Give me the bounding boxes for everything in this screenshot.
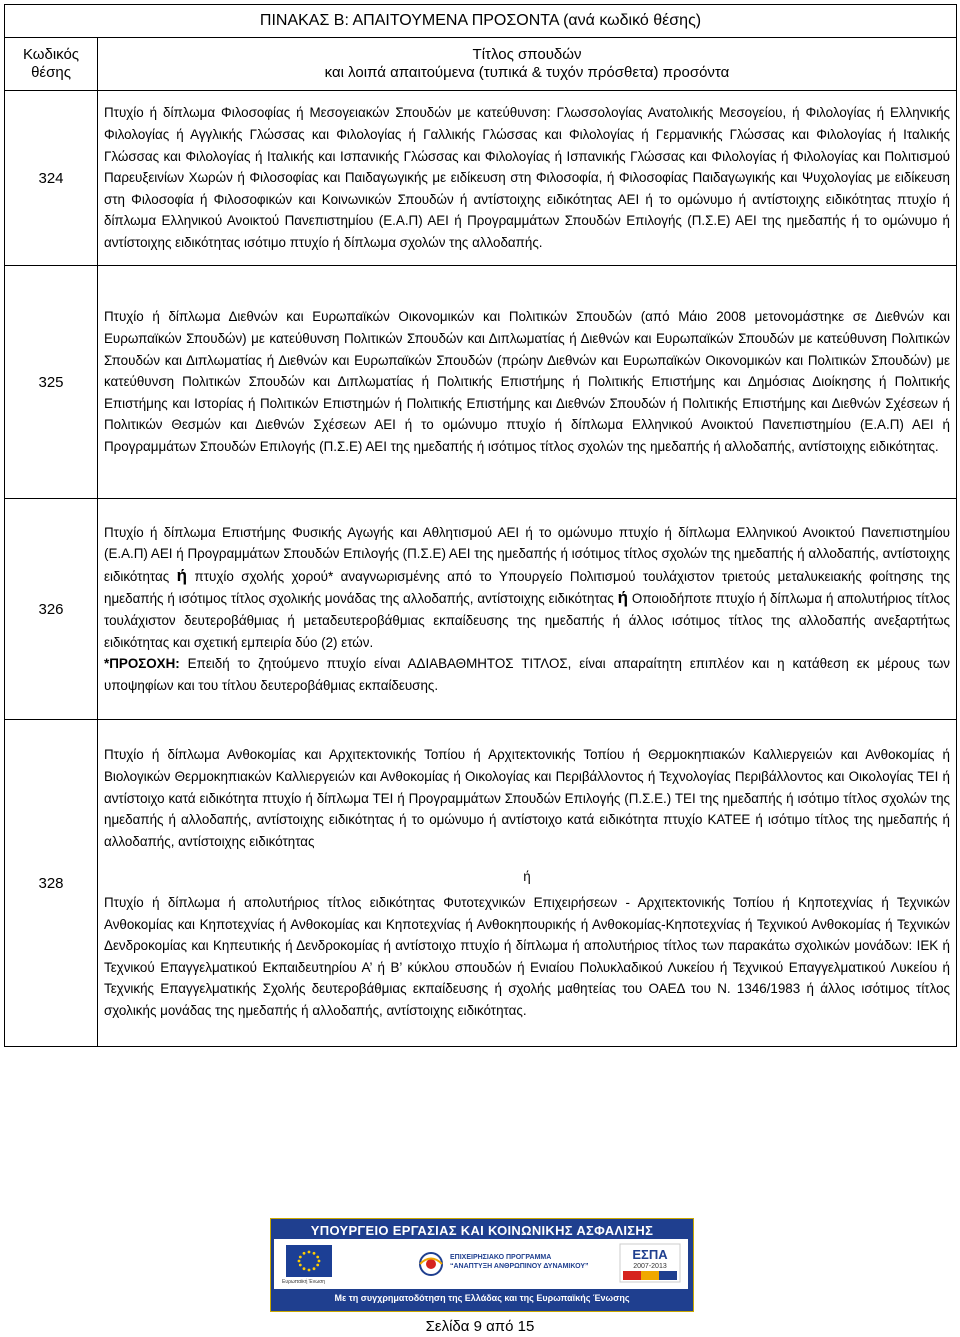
header-desc-line2: και λοιπά απαιτούμενα (τυπικά & τυχόν πρόσθετα) προσόντα (324, 64, 730, 81)
position-code: 324 (5, 91, 98, 266)
attention-label: *ΠΡΟΣΟΧΗ: (104, 656, 180, 672)
program-logo-icon (416, 1251, 446, 1277)
header-desc-cell (98, 38, 957, 91)
espa-name: ΕΣΠΑ (632, 1247, 668, 1262)
attention-note (104, 653, 950, 696)
qualification-paragraph: Πτυχίο ή δίπλωμα Διεθνών και Ευρωπαϊκών Οικονομικών και Πολιτικών Σπουδών (από Μάιο 2008 μετονομάστηκε σε Διεθνών και Ευρωπαϊκών Σπουδών) με κατεύθυνση Πολιτικών Σπουδών και Διπλωματίας ή Διεθνών και Ευρωπαϊκών Σπουδών με κατεύθυνση Πολιτικών Σπουδών και Διπλωματίας ή Διεθνών και Ευρωπαϊκών Σπουδών (πρώην Διεθνών και Ευρωπαϊκών Οικονομικών και Πολιτικών Σπουδών) με κατεύθυνση Πολιτικών Σπουδών και Διπλωματίας ή Πολιτικής Επιστήμης ή Πολιτικής Επιστήμης και Δημόσιας Διοίκησης ή Πολιτικής Επιστήμης και Ιστορίας ή Πολιτικών Επιστημών ή Πολιτικής Επιστήμης και Διεθνών Σπουδών ή Πολιτικής Επιστήμης και Διεθνών Σχέσεων ή Πολιτικών Θεσμών και Διεθνών Σχέσεων ΑΕΙ ή το ομώνυμο πτυχίο ή δίπλωμα Ελληνικού Ανοικτού Πανεπιστημίου (Ε.Α.Π) ΑΕΙ ή Προγραμμάτων Σπουδών Επιλογής (Π.Σ.Ε) ΑΕΙ της ημεδαπής ή ισότιμος τίτλος σχολών της ημεδαπής ή αλλοδαπής, αντίστοιχης ειδικότητας. (104, 309, 950, 454)
qualification-text (98, 266, 957, 499)
header-code-line1: Κωδικός (22, 46, 80, 63)
header-desc-line1: Τίτλος σπουδών (472, 46, 582, 63)
qualification-part-b: πτυχίο σχολής χορού* αναγνωρισμένης από το Υπουργείο Πολιτισμού τουλάχιστον τριετούς μεταλυκειακής φοίτησης της ημεδαπής ή ισότιμος τίτλος σχολικής μονάδας της αλλοδαπής, αντίστοιχης ειδικότητας (104, 568, 950, 607)
or-separator: ή (176, 565, 188, 585)
qualification-text (98, 91, 957, 266)
position-code: 328 (5, 720, 98, 1047)
qualification-part-a: Πτυχίο ή δίπλωμα Επιστήμης Φυσικής Αγωγής και Αθλητισμού ΑΕΙ ή το ομώνυμο πτυχίο ή δίπλωμα Ελληνικού Ανοικτού Πανεπιστημίου (Ε.Α.Π) ΑΕΙ ή Προγραμμάτων Σπουδών Επιλογής (Π.Σ.Ε) ΑΕΙ της ημεδαπής ή ισότιμος τίτλος σχολών της ημεδαπής ή αλλοδαπής, αντίστοιχης ειδικότητας (104, 524, 950, 584)
program-name (450, 1253, 600, 1271)
ministry-title: ΥΠΟΥΡΓΕΙΟ ΕΡΓΑΣΙΑΣ ΚΑΙ ΚΟΙΝΩΝΙΚΗΣ ΑΣΦΑΛΙΣΗΣ (310, 1223, 654, 1238)
or-separator: ή (523, 869, 531, 885)
table-row (5, 91, 957, 266)
logos-strip (274, 1239, 688, 1289)
attention-text: Επειδή το ζητούμενο πτυχίο είναι ΑΔΙΑΒΑΘΜΗΤΟΣ ΤΙΤΛΟΣ, είναι απαραίτητη επιπλέον και η κατάθεση εκ μέρους των υποψηφίων και του τίτλου δευτεροβάθμιας εκπαίδευσης. (104, 656, 950, 693)
funding-banner (270, 1218, 694, 1312)
eu-label: Ευρωπαϊκή Ένωση (282, 1279, 325, 1285)
header-code-cell (5, 38, 98, 91)
table-row (5, 499, 957, 720)
table-title: ΠΙΝΑΚΑΣ Β: ΑΠΑΙΤΟΥΜΕΝΑ ΠΡΟΣΟΝΤΑ (ανά κωδικό θέσης) (5, 5, 957, 38)
espa-logo (619, 1243, 681, 1283)
program-name-line1: ΕΠΙΧΕΙΡΗΣΙΑΚΟ ΠΡΟΓΡΑΜΜΑ (450, 1254, 552, 1261)
qualification-paragraph (104, 522, 950, 654)
qualification-paragraph: Πτυχίο ή δίπλωμα Φιλοσοφίας ή Μεσογειακών Σπουδών με κατεύθυνση: Γλωσσολογίας Ανατολικής Μεσογείου, ή Φιλολογίας ή Ελληνικής Φιλολογίας ή Αγγλικής Γλώσσας και Φιλολογίας ή Γαλλικής Γλώσσας και Φιλολογίας ή Γερμανικής Γλώσσας και Φιλολογίας ή Ιταλικής Γλώσσας και Φιλολογίας ή Ιταλικής και Ισπανικής Γλώσσας και Φιλολογίας ή Ισπανικής Γλώσσας και Φιλολογίας ή Φιλολογίας και Πολιτισμού Παρευξεινίων Χωρών ή Φιλοσοφίας και Παιδαγωγικής με ειδίκευση στη Φιλοσοφία, ή Φιλοσοφίας Παιδαγωγικής και Ψυχολογίας με ειδίκευση στη Φιλοσοφία ή Φιλοσοφικών και Κοινωνικών Σπουδών ή αντίστοιχης ειδικότητας ΑΕΙ ή το ομώνυμο ή αντίστοιχης ειδικότητας πτυχίο ή δίπλωμα Ελληνικού Ανοικτού Πανεπιστημίου (Ε.Α.Π) ΑΕΙ ή Προγραμμάτων Σπουδών Επιλογής (Π.Σ.Ε) ΑΕΙ της ημεδαπής ή το ομώνυμο ή αντίστοιχης ειδικότητας ισότιμο πτυχίο ή δίπλωμα σχολών της αλλοδαπής. (104, 105, 950, 250)
qualification-part-c: Οποιοδήποτε πτυχίο ή δίπλωμα ή απολυτήριος τίτλος τουλάχιστον δευτεροβάθμιας ή μεταδευτεροβάθμιας εκπαίδευσης της ημεδαπής ή άλλος ισότιμος τίτλος της αλλοδαπής ανεξαρτήτως ειδικότητας και σχετική εμπειρία δύο (2) ετών. (104, 591, 950, 650)
position-code: 326 (5, 499, 98, 720)
requirements-table (4, 4, 957, 1047)
qualification-text (98, 720, 957, 1047)
program-name-line2: “ΑΝΑΠΤΥΞΗ ΑΝΘΡΩΠΙΝΟΥ ΔΥΝΑΜΙΚΟΥ” (450, 1263, 589, 1270)
table-row (5, 720, 957, 1047)
qualification-text (98, 499, 957, 720)
eu-flag-icon (286, 1245, 332, 1277)
espa-years: 2007-2013 (633, 1263, 667, 1270)
or-separator: ή (617, 588, 629, 608)
table-row (5, 266, 957, 499)
header-code-line2: θέσης (31, 64, 71, 81)
page-number: Σελίδα 9 από 15 (425, 1318, 535, 1335)
qualification-part-a: Πτυχίο ή δίπλωμα Ανθοκομίας και Αρχιτεκτονικής Τοπίου ή Αρχιτεκτονικής Τοπίου ή Θερμοκηπιακών Καλλιεργειών και Ανθοκομίας ή Βιολογικών Θερμοκηπιακών Καλλιεργειών και Ανθοκομίας ή Οικολογίας και Περιβάλλοντος ή Τεχνολογίας Περιβάλλοντος και Οικολογίας ΤΕΙ ή αντίστοιχο κατά ειδικότητα πτυχίο ή δίπλωμα ΤΕΙ ή Προγραμμάτων Σπουδών Επιλογής (Π.Σ.Ε.) ΤΕΙ της ημεδαπής ή ισότιμο τίτλος σχολών της ημεδαπής ή αλλοδαπής, αντίστοιχης ειδικότητας ή το ομώνυμο ή αντίστοιχο κατά ειδικότητα πτυχίο ΚΑΤΕΕ ή ισότιμο τίτλος της ημεδαπής ή αλλοδαπής, αντίστοιχης ειδικότητας (104, 747, 950, 849)
qualification-part-b: Πτυχίο ή δίπλωμα ή απολυτήριος τίτλος ειδικότητας Φυτοτεχνικών Επιχειρήσεων - Αρχιτεκτονικής Τοπίου ή Κηποτεχνίας ή Τεχνικών Ανθοκομίας και Κηποτεχνίας ή Ανθοκομίας και Κηποτεχνίας ή Ανθοκηπουρικής ή Ανθοκομίας-Κηποτεχνίας ή Τεχνικού Ανθοκομίας ή Τεχνικών Δενδροκομίας και Κηπευτικής ή Δενδροκομίας ή αντίστοιχο πτυχίο ή δίπλωμα ή απολυτήριος τίτλος των παρακάτω σχολικών μονάδων: ΙΕΚ ή Τεχνικού Επαγγελματικού Εκπαιδευτηρίου Α’ ή Β’ κύκλου σπουδών ή Ενιαίου Πολυκλαδικού Λυκείου ή Τεχνικού Επαγγελματικού Λυκείου ή Τεχνικής Επαγγελματικής Σχολής δευτεροβάθμιας εκπαίδευσης ή σχολής μαθητείας του ΟΑΕΔ του Ν. 1346/1983 ή άλλος ισότιμος τίτλος σχολικής μονάδας της ημεδαπής ή αλλοδαπής, αντίστοιχης ειδικότητας. (104, 895, 950, 1018)
position-code: 325 (5, 266, 98, 499)
cofunding-note: Με τη συγχρηματοδότηση της Ελλάδας και της Ευρωπαϊκής Ένωσης (334, 1293, 630, 1303)
